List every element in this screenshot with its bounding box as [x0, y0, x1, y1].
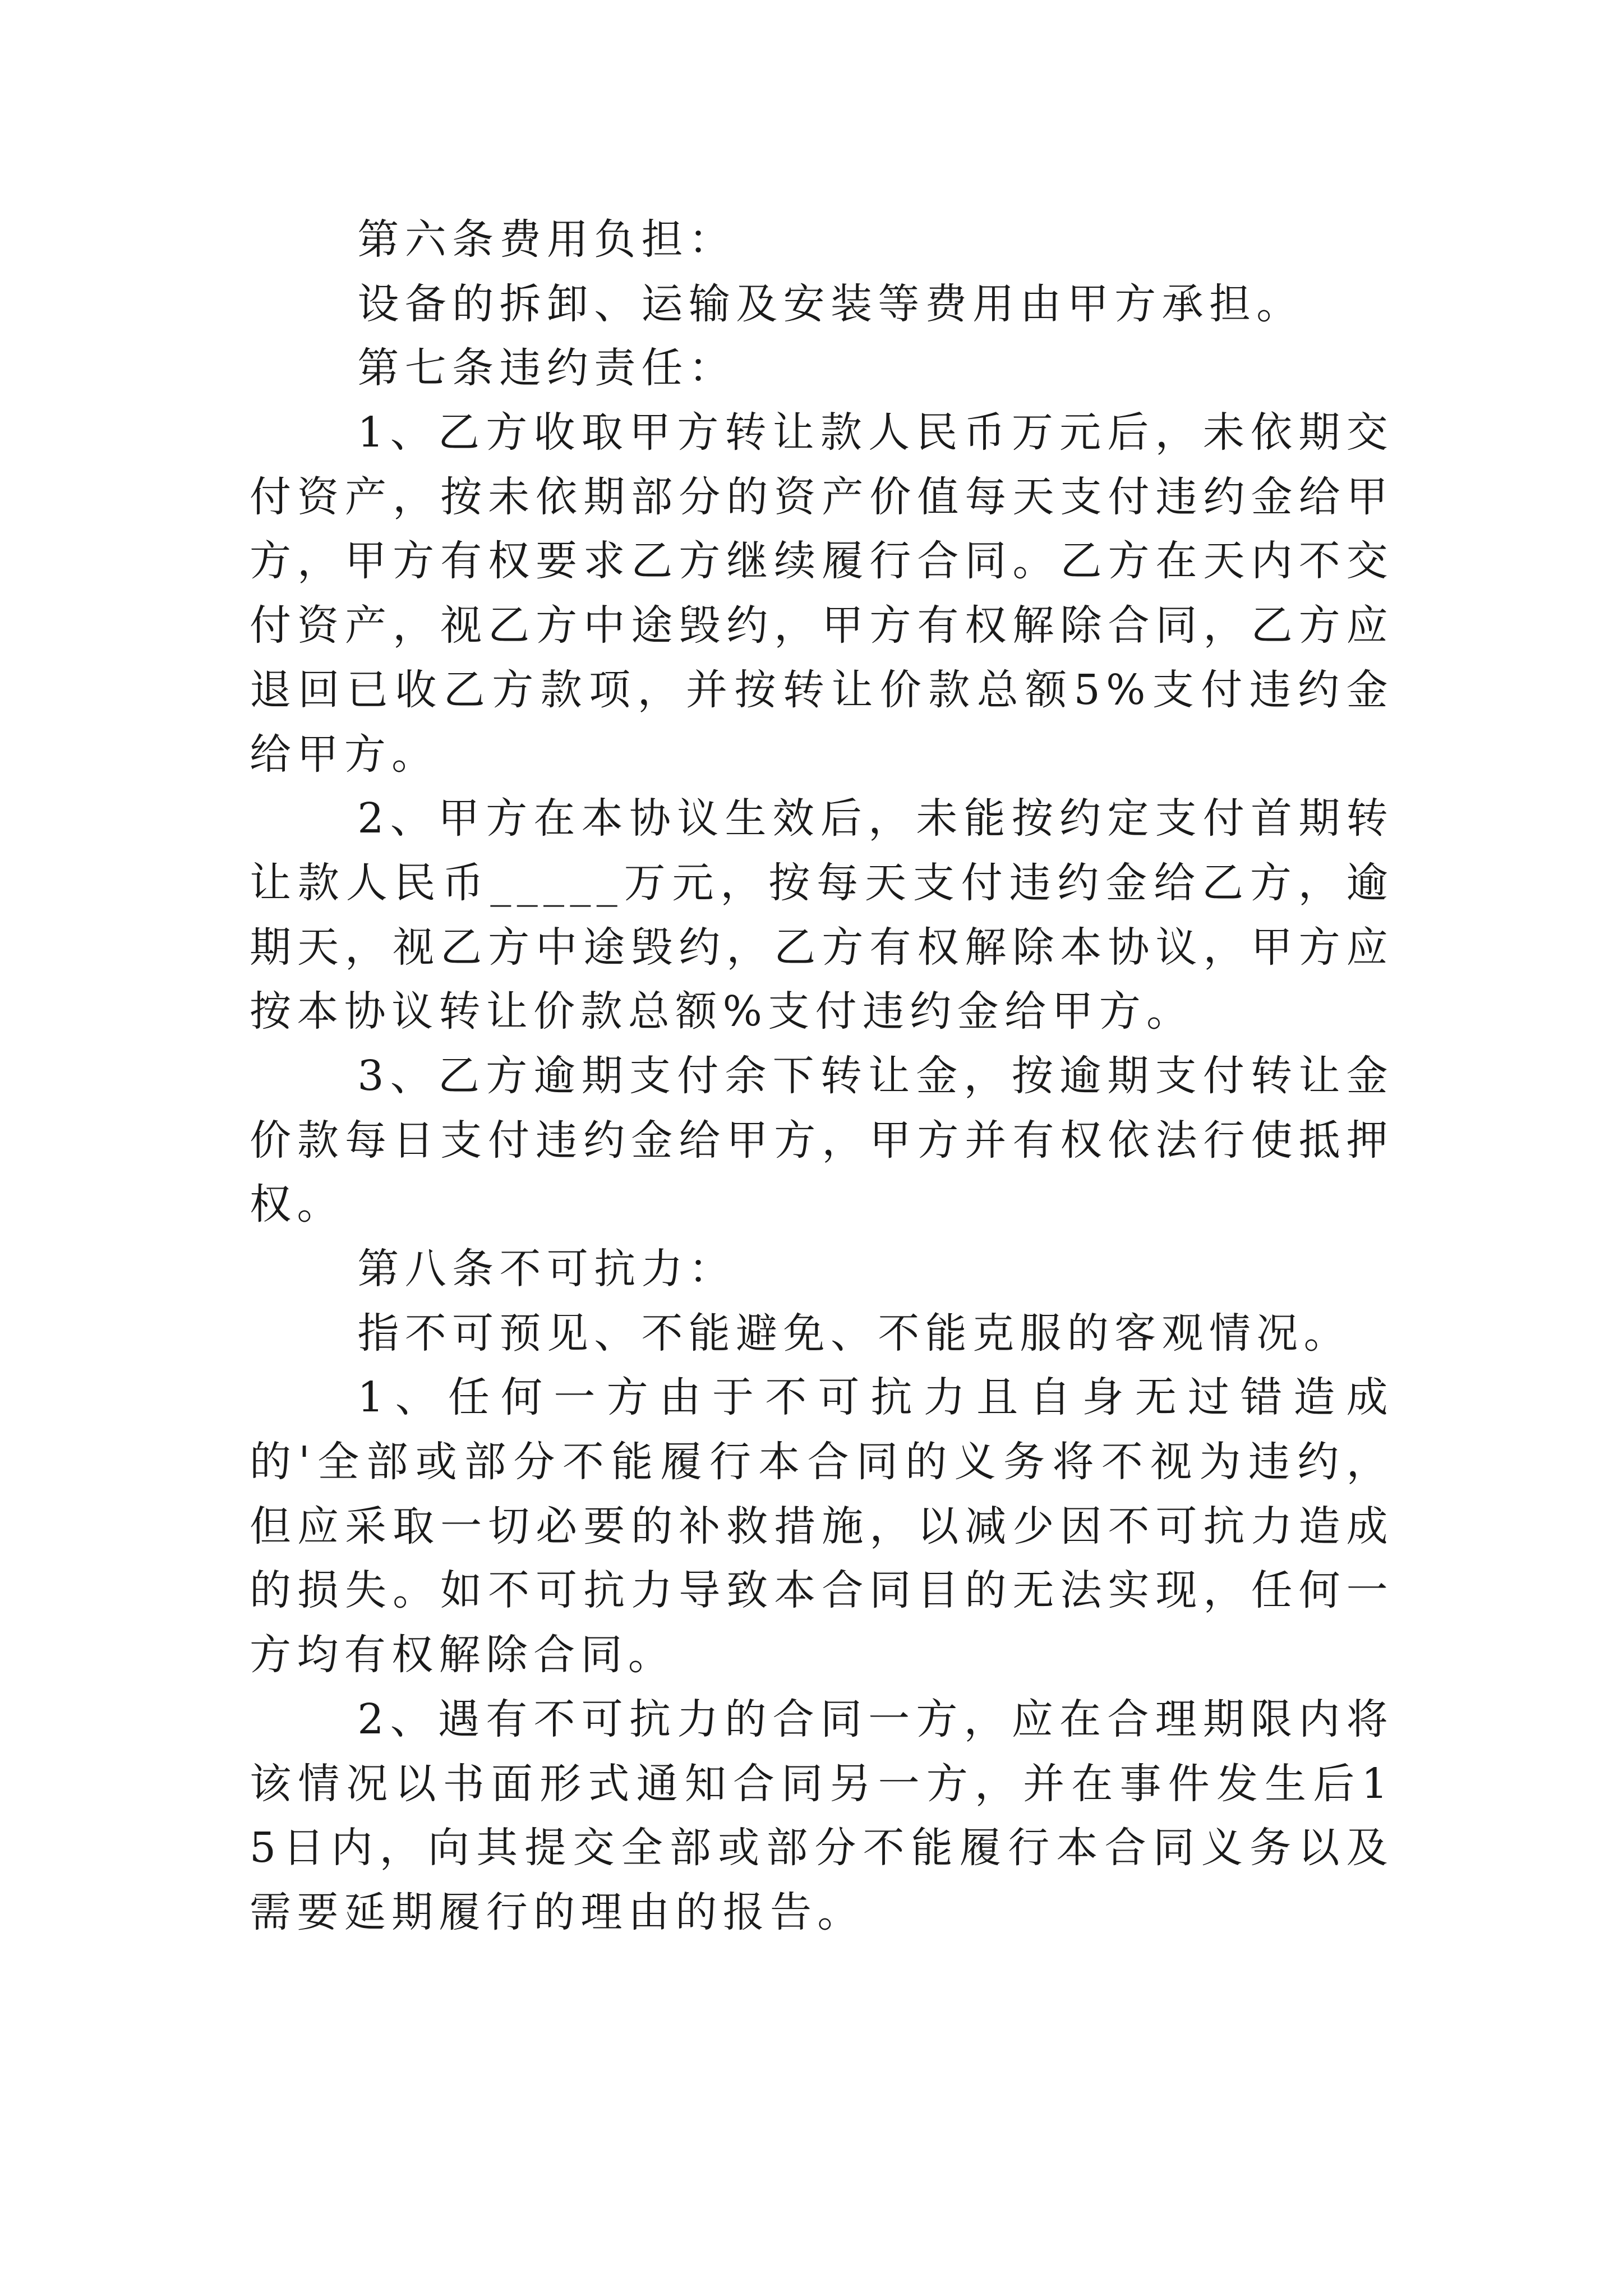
- document-body: [250, 208, 1394, 1945]
- article-7-item-1: 1、乙方收取甲方转让款人民币万元后，未依期交付资产，按未依期部分的资产价值每天支付违约金给甲方，甲方有权要求乙方继续履行合同。乙方在天内不交付资产，视乙方中途毁约，甲方有权解除合同，乙方应退回已收乙方款项，并按转让价款总额5%支付违约金给甲方。: [250, 408, 1394, 779]
- article-7-item-2-text-after: 万元，按每天支付违约金给乙方，逾期天，视乙方中途毁约，乙方有权解除本协议，甲方应按本协议转让价款总额%支付违约金给甲方。: [250, 858, 1394, 1036]
- article-7-item-3: 3、乙方逾期支付余下转让金，按逾期支付转让金价款每日支付违约金给甲方，甲方并有权依法行使抵押权。: [250, 1051, 1394, 1229]
- article-8-item-2: 2、遇有不可抗力的合同一方，应在合理期限内将该情况以书面形式通知合同另一方，并在事件发生后15日内，向其提交全部或部分不能履行本合同义务以及需要延期履行的理由的报告。: [250, 1695, 1394, 1936]
- article-6-body: 设备的拆卸、运输及安装等费用由甲方承担。: [357, 279, 1304, 328]
- article-8-item-1: 1、任何一方由于不可抗力且自身无过错造成的'全部或部分不能履行本合同的义务将不视为违约，但应采取一切必要的补救措施，以减少因不可抗力造成的损失。如不可抗力导致本合同目的无法实现，任何一方均有权解除合同。: [250, 1373, 1394, 1680]
- article-7-item-2: [250, 786, 1394, 1044]
- article-7-item-2-text-before: 2、甲方在本协议生效后，未能按约定支付首期转让款人民币: [250, 794, 1394, 907]
- article-8-body: 指不可预见、不能避免、不能克服的客观情况。: [357, 1309, 1351, 1358]
- fill-in-blank: _____: [490, 858, 624, 907]
- article-8-title: 第八条不可抗力：: [357, 1245, 736, 1293]
- article-6-title: 第六条费用负担：: [357, 215, 736, 264]
- article-7-title: 第七条违约责任：: [357, 344, 736, 393]
